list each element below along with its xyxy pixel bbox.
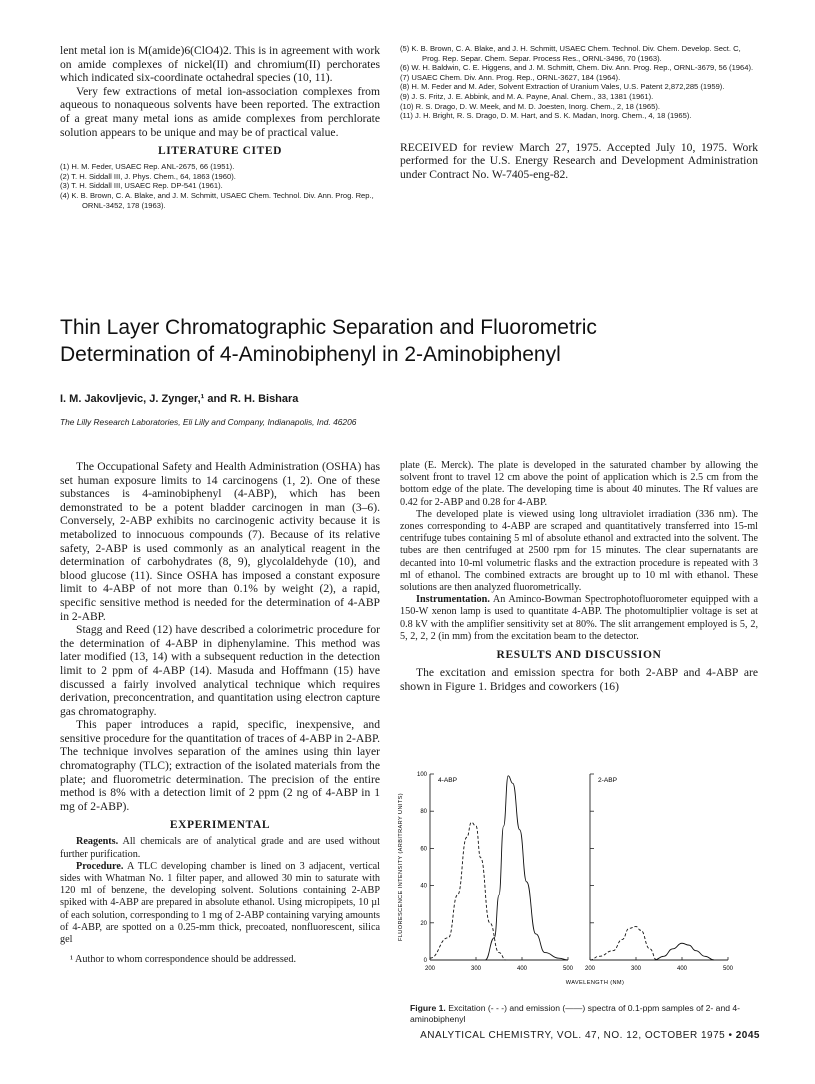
paragraph-osha: The Occupational Safety and Health Administration (OSHA) has set human exposure limits to 14 carcinogens (1, 2). One of these substances is 4-aminobiphenyl (4-ABP), which has been demonstrated to be a potent bladder carcinogen in man (3–6). Conversely, 2-ABP exhibits no carcinogenic activity because it is metabolized to innocuous compounds (7). Because of its relative safety, 2-ABP is used commonly as an analytical reagent in the determination of carbohydrates (8, 9), glycolaldehyde (10), and blood glucose (11). Since OSHA has imposed a constant exposure limit to 4-ABP of not more than 0.1% by weight (2), a rapid, specific sensitive method is needed for the determination of 4-ABP in 2-ABP.	[60, 460, 380, 623]
experimental-heading: EXPERIMENTAL	[169, 819, 271, 832]
instrumentation-label: Instrumentation.	[416, 594, 490, 606]
reference-item: (11) J. H. Bright, R. S. Drago, D. M. Hart, and S. K. Madan, Inorg. Chem., 4, 18 (1965).	[400, 111, 692, 121]
article-affiliation: The Lilly Research Laboratories, Eli Lilly and Company, Indianapolis, Ind. 46206	[60, 417, 357, 427]
emission-curve	[654, 943, 714, 960]
article-title	[60, 314, 760, 368]
x-tick-label: 300	[630, 966, 642, 972]
reference-item: (3) T. H. Siddall III, USAEC Rep. DP-541 (1961).	[60, 181, 223, 191]
literature-cited-heading: LITERATURE CITED	[157, 145, 283, 158]
y-axis-label: FLUORESCENCE INTENSITY (ARBITRARY UNITS)	[398, 792, 404, 942]
reference-item: (1) H. M. Feder, USAEC Rep. ANL-2675, 66 (1951).	[60, 162, 235, 172]
figure-caption-text: Excitation (- - -) and emission (——) spectra of 0.1-ppm samples of 2- and 4-aminobiphenyl	[410, 1003, 741, 1024]
reference-item: (9) J. S. Fritz, J. E. Abbink, and M. A. Payne, Anal. Chem., 33, 1381 (1961).	[400, 91, 654, 101]
journal-citation: ANALYTICAL CHEMISTRY, VOL. 47, NO. 12, OCTOBER 1975 •	[420, 1030, 736, 1041]
reference-item: (8) H. M. Feder and M. Ader, Solvent Extraction of Uranium Vales, U.S. Patent 2,872,285 (1959).	[400, 82, 725, 92]
instrumentation-text: An Aminco-Bowman Spectrophotofluorometer equipped with a 150-W xenon lamp is used to quantitate 4-ABP. The photomultiplier voltage is set at 0.8 kV with the amplifier sensitivity set at 80%. The slit arrangement employed is 5, 2, 5, 2, 2, 2 (in mm) from the excitation beam to the detector.	[400, 594, 758, 642]
panel-label: 4-ABP	[438, 777, 458, 784]
procedure-label: Procedure.	[76, 860, 124, 872]
figure-caption-label: Figure 1.	[410, 1003, 446, 1013]
reference-item: (10) R. S. Drago, D. W. Meek, and M. D. Joesten, Inorg. Chem., 2, 18 (1965).	[400, 101, 660, 111]
paragraph-results: The excitation and emission spectra for both 2-ABP and 4-ABP are shown in Figure 1. Bridges and coworkers (16)	[400, 666, 758, 693]
article-title-line1: Thin Layer Chromatographic Separation and Fluorometric	[60, 316, 597, 339]
reference-item: (2) T. H. Siddall III, J. Phys. Chem., 64, 1863 (1960).	[60, 171, 236, 181]
paragraph-plate: plate (E. Merck). The plate is developed in the saturated chamber by allowing the solvent front to travel 12 cm above the point of application which is 2.5 cm from the bottom edge of the plate. The developing time is about 40 minutes. The Rf values are 0.42 for 2-ABP and 0.28 for 4-ABP.	[400, 460, 758, 508]
paragraph-stagg-reed: Stagg and Reed (12) have described a colorimetric procedure for the determination of 4-ABP in diphenylamine. This method was later modified (13, 14) with a subsequent reduction in the detection limit to 2 ppm of 4-ABP (14). Masuda and Hoffmann (15) have discussed a fairly involved analytical technique which requires derivation, preconcentration, and quantitation using electron capture gas chromatography.	[60, 623, 380, 718]
paragraph-reagents	[60, 836, 380, 860]
excitation-curve	[430, 822, 506, 960]
results-heading: RESULTS AND DISCUSSION	[496, 649, 662, 662]
footnote: ¹ Author to whom correspondence should be addressed.	[70, 954, 296, 966]
y-tick-label: 60	[420, 846, 427, 853]
received-note: RECEIVED for review March 27, 1975. Accepted July 10, 1975. Work performed for the U.S. Energy Research and Development Administration under Contract No. W-7405-eng-82.	[400, 140, 758, 181]
reagents-text: All chemicals are of analytical grade and are used without further purification.	[60, 836, 380, 860]
reagents-label: Reagents.	[76, 836, 119, 848]
reference-list-right	[400, 44, 758, 121]
procedure-text: A TLC developing chamber is lined on 3 adjacent, vertical sides with Whatman No. 1 filter paper, and allowed 30 min to saturate with 120 ml of benzene, the developing solvent. Solutions containing 2-ABP spiked with 4-ABP are prepared in absolute ethanol. Using micropipets, 10 µl of each solution, corresponding to 1 mg of 2-ABP containing varying amounts of 4-ABP, are spotted on a 0.25-mm thick, precoated, nonfluorescent, silica gel	[60, 860, 380, 946]
x-tick-label: 400	[516, 966, 528, 972]
reference-list-left	[60, 162, 380, 210]
reference-item: (4) K. B. Brown, C. A. Blake, and J. M. Schmitt, USAEC Chem. Technol. Div. Ann. Prog. Rep., ORNL-3452, 178 (1963).	[60, 190, 374, 210]
top-right-column	[400, 44, 758, 182]
page-footer	[400, 1030, 760, 1041]
figure-caption	[410, 1003, 750, 1025]
x-tick-label: 500	[562, 966, 574, 972]
article-title-line2: Determination of 4-Aminobiphenyl in 2-Aminobiphenyl	[60, 343, 561, 366]
x-axis-label: WAVELENGTH (NM)	[565, 980, 625, 986]
excitation-curve	[590, 927, 657, 960]
paragraph-this-paper: This paper introduces a rapid, specific, inexpensive, and sensitive procedure for the quantitation of traces of 4-ABP in 2-ABP. The technique involves separation of the amines using thin layer chromatography (TLC); extraction of the isolated materials from the plate; and fluorometric determination. The precision of the entire method is 8% with a detection limit of 2 ppm (2 ng of 4-ABP in 1 mg of 2-ABP).	[60, 718, 380, 813]
y-tick-label: 0	[423, 958, 427, 964]
paragraph-metal-ion: lent metal ion is M(amide)6(ClO4)2. This is in agreement with work on amide complexes of nickel(II) and chromium(II) perchorates which indicated six-coordinate octahedral species (10, 11).	[60, 44, 380, 85]
paragraph-extractions: Very few extractions of metal ion-association complexes from aqueous to nonaqueous solvents have been reported. The extraction of a great many metal ions as amide complexes from perchlorate solution appears to be unique and may be of practical value.	[60, 84, 380, 139]
lower-left-column	[60, 460, 380, 966]
y-tick-label: 40	[420, 883, 427, 890]
article-authors: I. M. Jakovljevic, J. Zynger,¹ and R. H. Bishara	[60, 393, 299, 405]
x-tick-label: 300	[470, 966, 482, 972]
figure-1-chart	[390, 762, 760, 1002]
page-number: 2045	[735, 1030, 760, 1041]
y-tick-label: 20	[420, 920, 427, 927]
x-tick-label: 200	[584, 966, 596, 972]
emission-curve	[485, 776, 568, 960]
reference-item: (5) K. B. Brown, C. A. Blake, and J. H. Schmitt, USAEC Chem. Technol. Div. Chem. Develop. Sect. C, Prog. Rep. Separ. Chem. Separ. Process Res., ORNL-3496, 70 (1963).	[400, 44, 741, 63]
y-tick-label: 80	[420, 809, 427, 816]
lower-right-column	[400, 460, 758, 693]
reference-item: (7) USAEC Chem. Div. Ann. Prog. Rep., ORNL-3627, 184 (1964).	[400, 72, 621, 82]
x-tick-label: 400	[676, 966, 688, 972]
reference-item: (6) W. H. Baldwin, C. E. Higgens, and J. M. Schmitt, Chem. Div. Ann. Prog. Rep., ORNL-3679, 56 (1964).	[400, 63, 754, 73]
paragraph-instrumentation	[400, 594, 758, 643]
top-left-column	[60, 44, 380, 210]
x-tick-label: 200	[424, 966, 436, 972]
paragraph-procedure	[60, 861, 380, 946]
y-tick-label: 100	[416, 772, 427, 778]
panel-label: 2-ABP	[598, 777, 618, 784]
x-tick-label: 500	[722, 966, 734, 972]
paragraph-developed-plate: The developed plate is viewed using long ultraviolet irradiation (336 nm). The zones corresponding to 4-ABP are scraped and quantitatively transferred into 15-ml centrifuge tubes containing 5 ml of absolute ethanol and extracted into the solvent. The tubes are then centrifuged at 2500 rpm for 15 minutes. The clear supernatants are decanted into 10-ml volumetric flasks and the extraction procedure is repeated with 3 ml of ethanol. The combined extracts are brought up to 10 ml with ethanol. These solutions are then analyzed fluorometrically.	[400, 508, 758, 594]
